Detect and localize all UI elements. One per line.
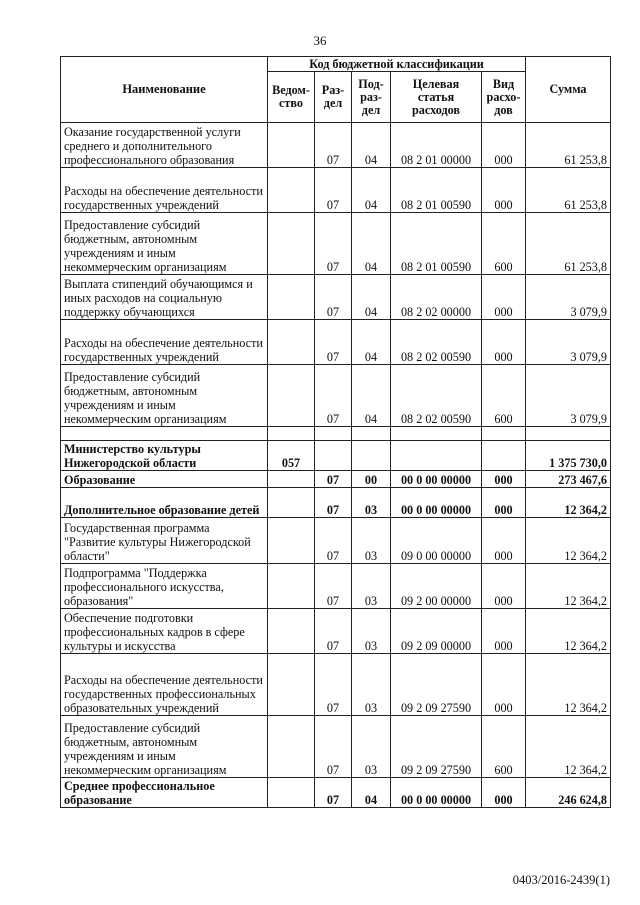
- row-name: Обеспечение подготовки профессиональных кадров в сфере культуры и искусства: [61, 609, 268, 654]
- row-department: [268, 471, 315, 488]
- row-subsection: 04: [352, 320, 391, 365]
- row-subsection: 04: [352, 275, 391, 320]
- row-expense-type: 000: [482, 609, 526, 654]
- row-sum: 61 253,8: [526, 168, 611, 213]
- row-sum: 12 364,2: [526, 564, 611, 609]
- row-name: Предоставление субсидий бюджетным, автономным учреждениям и иным некоммерческим организациям: [61, 716, 268, 778]
- row-sum: 12 364,2: [526, 654, 611, 716]
- row-expense-type: 000: [482, 564, 526, 609]
- row-subsection: 03: [352, 488, 391, 518]
- row-department: [268, 275, 315, 320]
- page-number: 36: [313, 33, 327, 48]
- table-row: [61, 518, 611, 564]
- row-target-article: 09 2 09 27590: [391, 716, 482, 778]
- row-department: [268, 564, 315, 609]
- table-row: [61, 716, 611, 778]
- row-section: 07: [315, 609, 352, 654]
- row-target-article: 08 2 02 00590: [391, 365, 482, 427]
- row-name: Государственная программа "Развитие культуры Нижегородской области": [61, 518, 268, 564]
- row-section: 07: [315, 654, 352, 716]
- row-name: Предоставление субсидий бюджетным, автономным учреждениям и иным некоммерческим организациям: [61, 213, 268, 275]
- table-row: [61, 441, 611, 471]
- row-target-article: 08 2 01 00590: [391, 213, 482, 275]
- row-name: Оказание государственной услуги среднего и дополнительного профессионального образования: [61, 123, 268, 168]
- row-target-article: 09 0 00 00000: [391, 518, 482, 564]
- header-target-article: Целевая статья расходов: [391, 72, 482, 123]
- row-section: 07: [315, 320, 352, 365]
- row-sum: 12 364,2: [526, 716, 611, 778]
- row-department: [268, 123, 315, 168]
- row-target-article: 00 0 00 00000: [391, 778, 482, 808]
- header-subsection: Под-раз-дел: [352, 72, 391, 123]
- row-subsection: 04: [352, 365, 391, 427]
- row-section: [315, 441, 352, 471]
- row-name: Расходы на обеспечение деятельности государственных учреждений: [61, 320, 268, 365]
- table-row: [61, 123, 611, 168]
- row-section: 07: [315, 123, 352, 168]
- row-expense-type: 000: [482, 320, 526, 365]
- row-department: [268, 168, 315, 213]
- row-target-article: [391, 441, 482, 471]
- row-sum: 12 364,2: [526, 609, 611, 654]
- table-row: [61, 471, 611, 488]
- table-row: [61, 365, 611, 427]
- row-name: Образование: [61, 471, 268, 488]
- row-department: [268, 778, 315, 808]
- table-row: [61, 168, 611, 213]
- empty-cell: [482, 427, 526, 441]
- empty-cell: [352, 427, 391, 441]
- row-name: Выплата стипендий обучающимся и иных расходов на социальную поддержку обучающихся: [61, 275, 268, 320]
- row-section: 07: [315, 778, 352, 808]
- row-section: 07: [315, 365, 352, 427]
- row-sum: 273 467,6: [526, 471, 611, 488]
- row-name: Расходы на обеспечение деятельности государственных профессиональных образовательных учреждений: [61, 654, 268, 716]
- budget-table: [60, 56, 611, 808]
- empty-cell: [61, 427, 268, 441]
- empty-cell: [391, 427, 482, 441]
- row-subsection: 03: [352, 609, 391, 654]
- header-name: Наименование: [61, 57, 268, 123]
- row-department: [268, 518, 315, 564]
- table-row: [61, 564, 611, 609]
- row-subsection: 04: [352, 168, 391, 213]
- row-subsection: [352, 441, 391, 471]
- row-department: [268, 488, 315, 518]
- row-expense-type: 000: [482, 471, 526, 488]
- row-expense-type: 000: [482, 518, 526, 564]
- header-department: Ведом-ство: [268, 72, 315, 123]
- row-name: Министерство культуры Нижегородской области: [61, 441, 268, 471]
- header-expense-type: Вид расхо-дов: [482, 72, 526, 123]
- empty-cell: [268, 427, 315, 441]
- row-expense-type: 000: [482, 123, 526, 168]
- row-expense-type: 000: [482, 488, 526, 518]
- row-target-article: 09 2 00 00000: [391, 564, 482, 609]
- row-section: 07: [315, 471, 352, 488]
- row-section: 07: [315, 213, 352, 275]
- row-target-article: 08 2 01 00590: [391, 168, 482, 213]
- row-name: Предоставление субсидий бюджетным, автономным учреждениям и иным некоммерческим организациям: [61, 365, 268, 427]
- row-department: [268, 716, 315, 778]
- row-subsection: 00: [352, 471, 391, 488]
- row-target-article: 09 2 09 27590: [391, 654, 482, 716]
- empty-cell: [315, 427, 352, 441]
- row-sum: 1 375 730,0: [526, 441, 611, 471]
- row-sum: 3 079,9: [526, 365, 611, 427]
- row-department: [268, 609, 315, 654]
- row-section: 07: [315, 488, 352, 518]
- row-target-article: 00 0 00 00000: [391, 488, 482, 518]
- row-department: [268, 320, 315, 365]
- header-classification-group: Код бюджетной классификации: [268, 57, 526, 72]
- header-sum: Сумма: [526, 57, 611, 123]
- row-expense-type: [482, 441, 526, 471]
- row-name: Среднее профессиональное образование: [61, 778, 268, 808]
- row-target-article: 00 0 00 00000: [391, 471, 482, 488]
- row-subsection: 04: [352, 213, 391, 275]
- row-subsection: 04: [352, 123, 391, 168]
- row-expense-type: 000: [482, 654, 526, 716]
- table-row: [61, 275, 611, 320]
- row-subsection: 03: [352, 564, 391, 609]
- table-row: [61, 488, 611, 518]
- row-section: 07: [315, 518, 352, 564]
- table-row: [61, 320, 611, 365]
- table-row: [61, 778, 611, 808]
- row-section: 07: [315, 564, 352, 609]
- table-row: [61, 609, 611, 654]
- row-sum: 3 079,9: [526, 275, 611, 320]
- row-sum: 3 079,9: [526, 320, 611, 365]
- header-section: Раз-дел: [315, 72, 352, 123]
- row-name: Дополнительное образование детей: [61, 488, 268, 518]
- row-subsection: 04: [352, 778, 391, 808]
- row-subsection: 03: [352, 716, 391, 778]
- row-expense-type: 000: [482, 778, 526, 808]
- document-code: 0403/2016-2439(1): [512, 873, 610, 887]
- row-name: Расходы на обеспечение деятельности государственных учреждений: [61, 168, 268, 213]
- row-name: Подпрограмма "Поддержка профессионального искусства, образования": [61, 564, 268, 609]
- table-row: [61, 654, 611, 716]
- row-sum: 12 364,2: [526, 488, 611, 518]
- table-body: [61, 123, 611, 808]
- row-section: 07: [315, 168, 352, 213]
- row-expense-type: 600: [482, 365, 526, 427]
- row-department: [268, 365, 315, 427]
- row-sum: 61 253,8: [526, 213, 611, 275]
- row-subsection: 03: [352, 518, 391, 564]
- row-section: 07: [315, 716, 352, 778]
- row-target-article: 08 2 02 00590: [391, 320, 482, 365]
- row-target-article: 08 2 02 00000: [391, 275, 482, 320]
- row-target-article: 08 2 01 00000: [391, 123, 482, 168]
- table-row: [61, 213, 611, 275]
- row-department: [268, 654, 315, 716]
- row-expense-type: 600: [482, 716, 526, 778]
- row-sum: 61 253,8: [526, 123, 611, 168]
- row-expense-type: 000: [482, 275, 526, 320]
- row-target-article: 09 2 09 00000: [391, 609, 482, 654]
- row-expense-type: 600: [482, 213, 526, 275]
- row-subsection: 03: [352, 654, 391, 716]
- row-section: 07: [315, 275, 352, 320]
- spacer-row: [61, 427, 611, 441]
- empty-cell: [526, 427, 611, 441]
- row-department: 057: [268, 441, 315, 471]
- row-department: [268, 213, 315, 275]
- row-expense-type: 000: [482, 168, 526, 213]
- row-sum: 246 624,8: [526, 778, 611, 808]
- row-sum: 12 364,2: [526, 518, 611, 564]
